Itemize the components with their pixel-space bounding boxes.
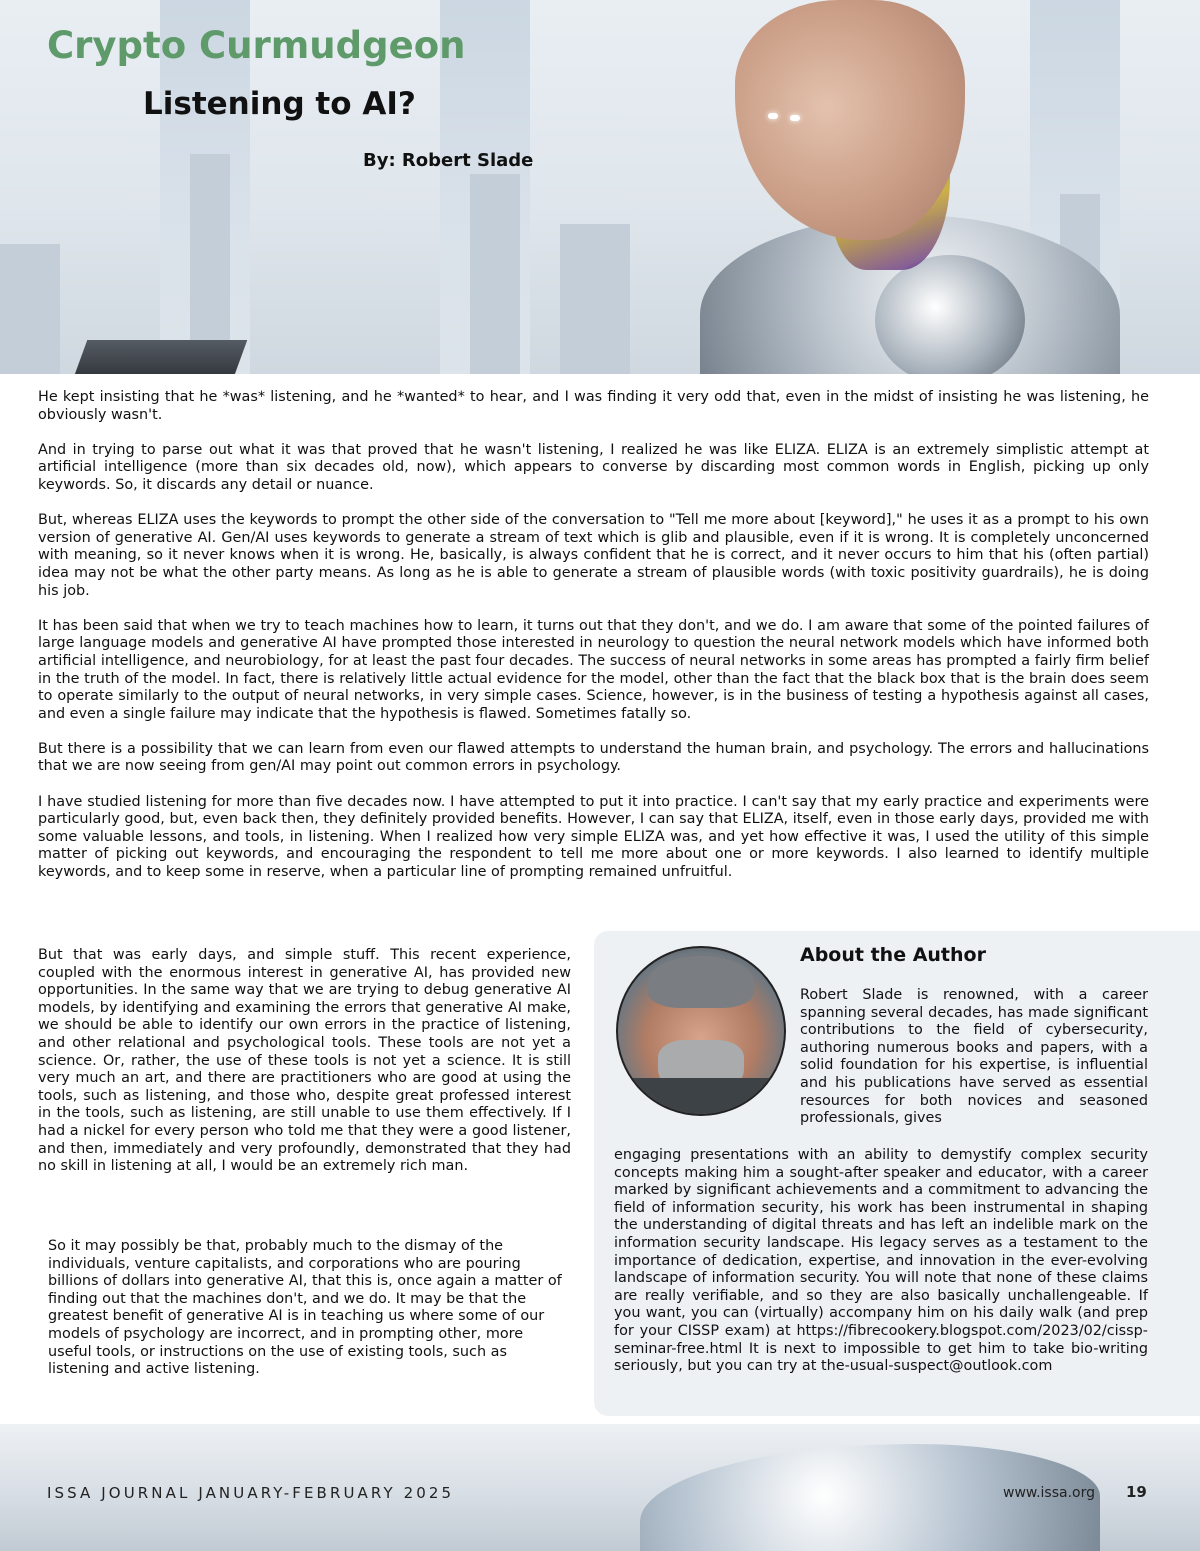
author-photo (616, 946, 786, 1116)
background-building (470, 174, 520, 374)
page-number: 19 (1126, 1483, 1147, 1501)
body-paragraph: So it may possibly be that, probably much to the dismay of the individuals, venture capitalists, and corporations who are pouring billions of dollars into generative AI, that this is, once again a matter of finding out that the machines don't, and we do. It may be that the greatest benefit of generative AI is in teaching us where some of our models of psychology are incorrect, and in prompting other, more useful tools, or instructions on the use of existing tools, such as listening and active listening. (48, 1238, 562, 1378)
left-column-closing (48, 1238, 562, 1379)
journal-name: ISSA JOURNAL JANUARY-FEBRUARY 2025 (47, 1484, 455, 1502)
robot-shoulder-image (875, 255, 1025, 374)
body-paragraph: But there is a possibility that we can learn from even our flawed attempts to understand the human brain, and psychology. The errors and hallucinations that we are now seeing from gen/AI may point out common errors in psychology. (38, 740, 1149, 775)
article-title: Listening to AI? (143, 86, 416, 122)
left-column (38, 947, 571, 1176)
body-paragraph: And in trying to parse out what it was that proved that he wasn't listening, I realized he was like ELIZA. ELIZA is an extremely simplistic attempt at artificial intelligence (more than six decades old, now), which appears to converse by discarding most common words in English, picking up only keywords. So, it discards any detail or nuance. (38, 441, 1149, 493)
background-building (0, 244, 60, 374)
robot-eye (768, 113, 778, 119)
body-paragraph: He kept insisting that he *was* listening, and he *wanted* to hear, and I was finding it very odd that, even in the midst of insisting he was listening, he obviously wasn't. (38, 389, 1149, 423)
body-paragraph: But, whereas ELIZA uses the keywords to prompt the other side of the conversation to "Tell me more about [keyword]," he uses it as a prompt to his own version of generative AI. Gen/AI uses keywords to generate a stream of text which is glib and plausible, even if it is wrong. It is completely unconcerned with meaning, so it never knows when it is wrong. He, basically, is always confident that he is correct, and it never occurs to him that his (often partial) idea may not be what the other party means. As long as he is able to generate a stream of plausible words (with toxic positivity guardrails), he is doing his job. (38, 512, 1149, 599)
author-jacket (618, 1078, 784, 1116)
column-kicker: Crypto Curmudgeon (47, 24, 466, 67)
byline: By: Robert Slade (363, 150, 534, 171)
body-paragraph: It has been said that when we try to teach machines how to learn, it turns out that they don't, and we do. I am aware that some of the pointed failures of large language models and generative AI have prompted those interested in neurology to question the neural network models which have informed both artificial intelligence, and neurobiology, for at least the past four decades. The success of neural networks in some areas has prompted a fairly firm belief in the truth of the model. In fact, there is relatively little actual evidence for the model, other than the fact that the black box that is the brain does seem to operate similarly to the output of neural networks, in very simple cases. Science, however, is in the business of testing a hypothesis against all cases, and even a single failure may indicate that the hypothesis is flawed. Sometimes fatally so. (38, 617, 1149, 722)
article-body (38, 389, 1149, 899)
author-hair (648, 956, 754, 1008)
robot-head-image (735, 0, 965, 240)
robot-eye (790, 115, 800, 121)
laptop-image (73, 340, 248, 374)
about-author-heading: About the Author (800, 944, 986, 966)
author-bio-bottom (614, 1147, 1148, 1376)
website-link[interactable]: www.issa.org (1003, 1485, 1095, 1501)
author-bio: engaging presentations with an ability to demystify complex security concepts making him a sought-after speaker and educator, with a career marked by significant achievements and a commitment to advancing the field of information security, his work has been instrumental in shaping the understanding of digital threats and has left an indelible mark on the information security landscape. His legacy serves as a testament to the importance of dedication, expertise, and innovation in the ever-evolving landscape of information security. You will note that none of these claims are really verifiable, and so they are also basically unchallengeable. If you want, you can (virtually) accompany him on his daily walk (and prep for your CISSP exam) at https://fibrecookery.blogspot.com/2023/02/cissp-seminar-free.html It is next to impossible to get him to take bio-writing seriously, but you can try at the-usual-suspect@outlook.com (614, 1147, 1148, 1375)
author-bio: Robert Slade is renowned, with a career spanning several decades, has made significant contributions to the field of cybersecurity, authoring numerous books and papers, with a solid foundation for his expertise, is influential and his publications have served as essential resources for both novices and seasoned professionals, gives (800, 987, 1148, 1127)
background-building (560, 224, 630, 374)
author-bio-top (800, 987, 1148, 1128)
body-paragraph: But that was early days, and simple stuff. This recent experience, coupled with the enormous interest in generative AI, has provided new opportunities. In the same way that we are trying to debug generative AI models, by identifying and examining the errors that generative AI make, we should be able to identify our own errors in the practice of listening, and other relational and psychological tools. These tools are not yet a science. Or, rather, the use of these tools is not yet a science. It is still very much an art, and there are practitioners who are good at using the tools, such as listening, and those who, despite great professed interest in the tools, such as listening, are still unable to use them effectively. If I had a nickel for every person who told me that they were a good listener, and then, immediately and very profoundly, demonstrated that they had no skill in listening at all, I would be an extremely rich man. (38, 947, 571, 1175)
body-paragraph: I have studied listening for more than five decades now. I have attempted to put it into practice. I can't say that my early practice and experiments were particularly good, but, even back then, they definitely provided benefits. However, I can say that ELIZA, itself, even in those early days, provided me with some valuable lessons, and tools, in listening. When I realized how very simple ELIZA was, and yet how effective it was, I used the utility of this simple matter of picking out keywords, and encouraging the respondent to tell me more about one or more keywords. I also learned to identify multiple keywords, and to keep some in reserve, when a particular line of prompting remained unfruitful. (38, 793, 1149, 881)
